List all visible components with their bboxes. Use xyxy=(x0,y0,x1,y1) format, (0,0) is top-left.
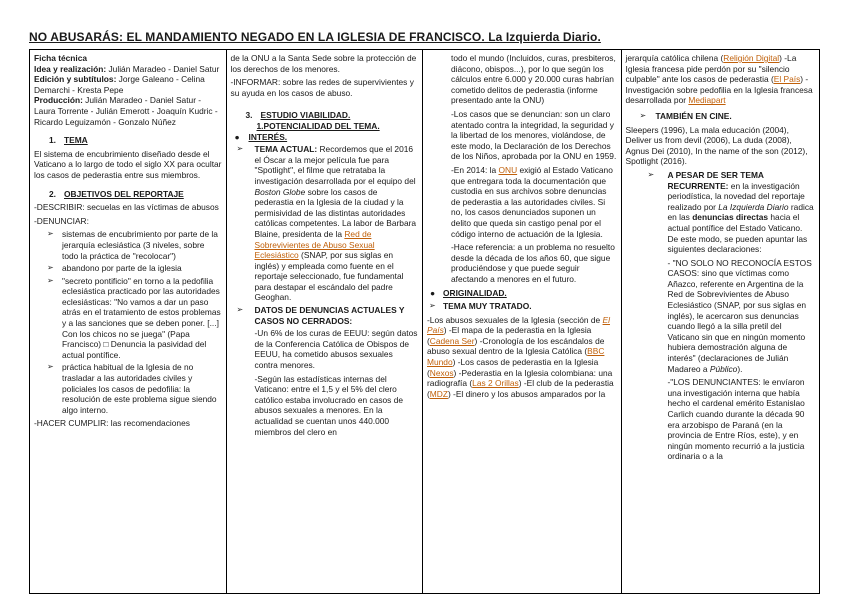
content-table xyxy=(29,49,820,594)
onu-continuation: de la ONU a la Santa Sede sobre la protección de los derechos de los menores. xyxy=(230,53,417,74)
list-item: ➢ práctica habitual de la Iglesia de no trasladar a las autoridades civiles y policiales los casos de pedofilia: la resolución de este problema sigue siendo algo interno. xyxy=(47,362,217,415)
onu-paragraph: -En 2014: la ONU exigió al Estado Vaticano que entregara toda la documentación que custodia en sus archivos sobre denuncias de pederastia a las autoridades civiles. Si no, los casos denunciados suponen un delito que queda sin castigo penal por el código interno de actuación de la Iglesia. xyxy=(451,164,613,239)
subheading-potencialidad: 1.POTENCIALIDAD DEL TEMA. xyxy=(256,120,380,131)
section-label: TEMA xyxy=(64,135,88,146)
idea-label: Idea y realización: xyxy=(34,63,107,74)
arrow-icon: ➢ xyxy=(47,263,54,273)
clergy-paragraph: todo el mundo (Incluidos, curas, presbiteros, diácono, obispos...), por lo que según los cálculos entre 6.000 y 20.000 curas habrían cometido delitos de pederastia (informe presentado ante la ONU) xyxy=(451,53,616,106)
red-sobrevivientes-link[interactable]: Red de Sobrevivientes de Abuso Sexual Eclesiástico xyxy=(254,228,375,261)
las-2-orillas-link[interactable]: Las 2 Orillas xyxy=(472,378,519,389)
list-item: ➢ abandono por parte de la iglesia xyxy=(47,263,182,274)
datos-paragraph: -Según las estadísticas internas del Vaticano: entre el 1,5 y el 5% del clero católico estaba involucrado en casos de abusos sexuales a menores. En la actualidad se cuentan unos 440.000 miembros del clero en xyxy=(254,373,404,437)
column-2 xyxy=(227,50,424,593)
section-label: OBJETIVOS DEL REPORTAJE xyxy=(64,188,184,199)
coverage-paragraph: -Los abusos sexuales de la Iglesia (sección de El País) -El mapa de la pederastia en la Iglesia (Cadena Ser) -Cronología de los escándalos de abuso sexual dentro de la Iglesia Católica (BBC Mundo) -Los casos de pederastia en la Iglesia (Nexos) -Pederastia en la Iglesia colombiana: una radiografía (Las 2 Orillas) -El club de la pederastia (MDZ) -El dinero y los abusos amparados por la xyxy=(427,314,614,399)
describir-text: secuelas en las víctimas de abusos xyxy=(84,202,219,213)
informar-text: -INFORMAR: sobre las redes de supervivientes y su ayuda en los casos de abuso. xyxy=(230,77,414,98)
elpais-link[interactable]: El País xyxy=(773,74,801,85)
referencia-paragraph: -Hace referencia: a un problema no resuelto desde la década de los años 60, que sigue produciéndose y que puede seguir afectando a menores en el futuro. xyxy=(451,242,615,284)
arrow-icon: ➢ xyxy=(47,275,54,285)
hacer-cumplir: -HACER CUMPLIR: las recomendaciones xyxy=(34,418,190,429)
section-number: 1. xyxy=(49,135,56,146)
list-item: ➢ TEMA MUY TRATADO. xyxy=(429,301,532,312)
ficha-label: Ficha técnica xyxy=(34,53,88,63)
nexos-link[interactable]: Nexos xyxy=(429,367,454,378)
section-heading-objetivos xyxy=(34,189,222,200)
bbc-mundo-link[interactable]: BBC Mundo xyxy=(427,346,605,368)
casos-paragraph: -Los casos que se denuncian: son un claro atentado contra la integridad, la seguridad y la libertad de los menores, violándose, de este modo, la Declaración de los Derechos de los Niños, aprobada por la ONU en 1959. xyxy=(451,108,617,162)
edicion-value: Jorge Galeano - Celina Demarchi - Kresta Pepe xyxy=(34,74,205,95)
onu-link[interactable]: ONU xyxy=(498,164,518,175)
declaracion-2: -"LOS DENUNCIANTES: le envíaron una investigación interna que había hecho el cardenal emérito Estanislao Carlich cuando durante la década 90 era arzobispo de Paraná (en la provincia de Entre Ríos, este), y en ningún momento recurrió a la justicia ordinaria o a la xyxy=(667,377,805,462)
list-item: ➢ TAMBIÉN EN CINE. xyxy=(639,110,732,121)
section-heading-viabilidad xyxy=(231,110,419,121)
arrow-icon: ➢ xyxy=(639,110,647,120)
column-3 xyxy=(423,50,622,593)
interes-bullet: ● INTERÉS. xyxy=(234,131,288,142)
arrow-icon: ➢ xyxy=(647,169,655,179)
arrow-icon: ➢ xyxy=(429,301,436,311)
arrow-icon: ➢ xyxy=(236,144,244,154)
declaracion-1: - "NO SOLO NO RECONOCÍA ESTOS CASOS: sino que víctimas como Añazco, referente en Argentina de la Red de Sobrevivientes de Abuso Eclesiástico (SNAP, por sus siglas en inglés), le acercaron sus denuncias cuando llegó a la silla pretil del Vaticano sin que en ningún momento hubiera demostración alguna de interés" (declaraciones de Julián Madareo a Público). xyxy=(667,257,812,374)
edicion-label: Edición y subtítulos: xyxy=(34,74,117,85)
idea-value: Julián Maradeo - Daniel Satur xyxy=(106,63,220,74)
list-item: ➢ DATOS DE DENUNCIAS ACTUALES Y CASOS NO CERRADOS: xyxy=(236,305,405,326)
originalidad-bullet: ● ORIGINALIDAD. xyxy=(430,288,507,299)
tema-text: El sistema de encubrimiento diseñado desde el Vaticano a lo largo de todo el siglo XX para ocultar los casos de pederastia entre sus miembros. xyxy=(34,148,222,180)
page-title: NO ABUSARÁS: EL MANDAMIENTO NEGADO EN LA IGLESIA DE FRANCISCO. La Izquierda Diario. xyxy=(29,30,601,44)
elpais-link[interactable]: El País xyxy=(427,314,610,336)
section-number: 2. xyxy=(49,188,56,199)
list-item: ➢ "secreto pontificio" en torno a la pedofilia eclesiástica practicado por las autoridades eclesiásticas: "No vamos a dar un paso atrás en el tratamiento de estos problemas y a las sanciones que se deben poner. [...] Con los chicos no se juega" (Papa Francisco) □ Denuncia la pasividad del actual pontífice. xyxy=(47,275,221,360)
denunciar-label: -DENUNCIAR: xyxy=(34,215,89,226)
column-4 xyxy=(622,50,820,593)
column-1 xyxy=(30,50,227,593)
describir-label: -DESCRIBIR: xyxy=(34,202,85,213)
mdz-link[interactable]: MDZ xyxy=(429,388,448,399)
list-item: ➢ TEMA ACTUAL: Recordemos que el 2016 el Óscar a la mejor película fue para "Spotlight", el filme que retrataba la investigación desarrollada por el equipo del Boston Globe sobre los casos de pederastia en la Iglesia de la ciudad y la permisividad de las distintas autoridades católicas competentes. La labor de Barbara Blaine, presidenta de la Red de Sobrevivientes de Abuso Sexual Eclesiástico (SNAP, por sus siglas en inglés) y empleada como fuente en el reportaje seleccionado, fue fundamental para destapar el escándalo del padre Geoghan. xyxy=(236,144,417,303)
section-label: ESTUDIO VIABILIDAD. xyxy=(260,110,351,121)
arrow-icon: ➢ xyxy=(236,305,244,315)
arrow-icon: ➢ xyxy=(47,229,54,239)
cine-text: Sleepers (1996), La mala educación (2004), Deliver us from devil (2006), La duda (2008), Agnus Dei (2010), In the name of the son (2012), Spotlight (2016). xyxy=(625,124,808,167)
produccion-value: Julián Maradeo - Daniel Satur - Laura Torrente - Julián Emerott - Joaquín Kudric - Ricardo Leguizamón - Gonzalo Núñez xyxy=(34,95,218,127)
list-item: ➢ sistemas de encubrimiento por parte de la jerarquía eclesiástica (3 niveles, sobre todo la práctica de "recolocar") xyxy=(47,229,218,261)
bullet-icon: ● xyxy=(430,288,436,299)
section-heading-tema xyxy=(34,135,222,146)
coverage-continuation: jerarquía católica chilena (Religión Digital) -La Iglesia francesa pide perdón por su "silencio culpable" ante los casos de pederastia (El País) -Investigación sobre pedofilia en la Iglesia francesa desarrollada por Mediapart xyxy=(625,53,813,106)
mediapart-link[interactable]: Mediapart xyxy=(688,95,726,106)
bullet-icon: ● xyxy=(234,131,240,142)
cadena-ser-link[interactable]: Cadena Ser xyxy=(429,335,475,346)
arrow-icon: ➢ xyxy=(47,362,54,372)
list-item: ➢ A PESAR DE SER TEMA RECURRENTE: en la investigación periodística, la novedad del reportaje realizado por La Izquierda Diario radica en las denuncias directas hacia el actual pontífice del Estado Vaticano. De este modo, se pueden apuntar las siguientes declaraciones: xyxy=(647,169,814,255)
datos-paragraph: -Un 6% de los curas de EEUU: según datos de la Conferencia Católica de Obispos de EEUU, ha cometido abusos sexuales contra menores. xyxy=(254,328,418,371)
section-number: 3. xyxy=(245,110,253,121)
religion-digital-link[interactable]: Religión Digital xyxy=(723,53,780,63)
produccion-label: Producción: xyxy=(34,95,83,106)
